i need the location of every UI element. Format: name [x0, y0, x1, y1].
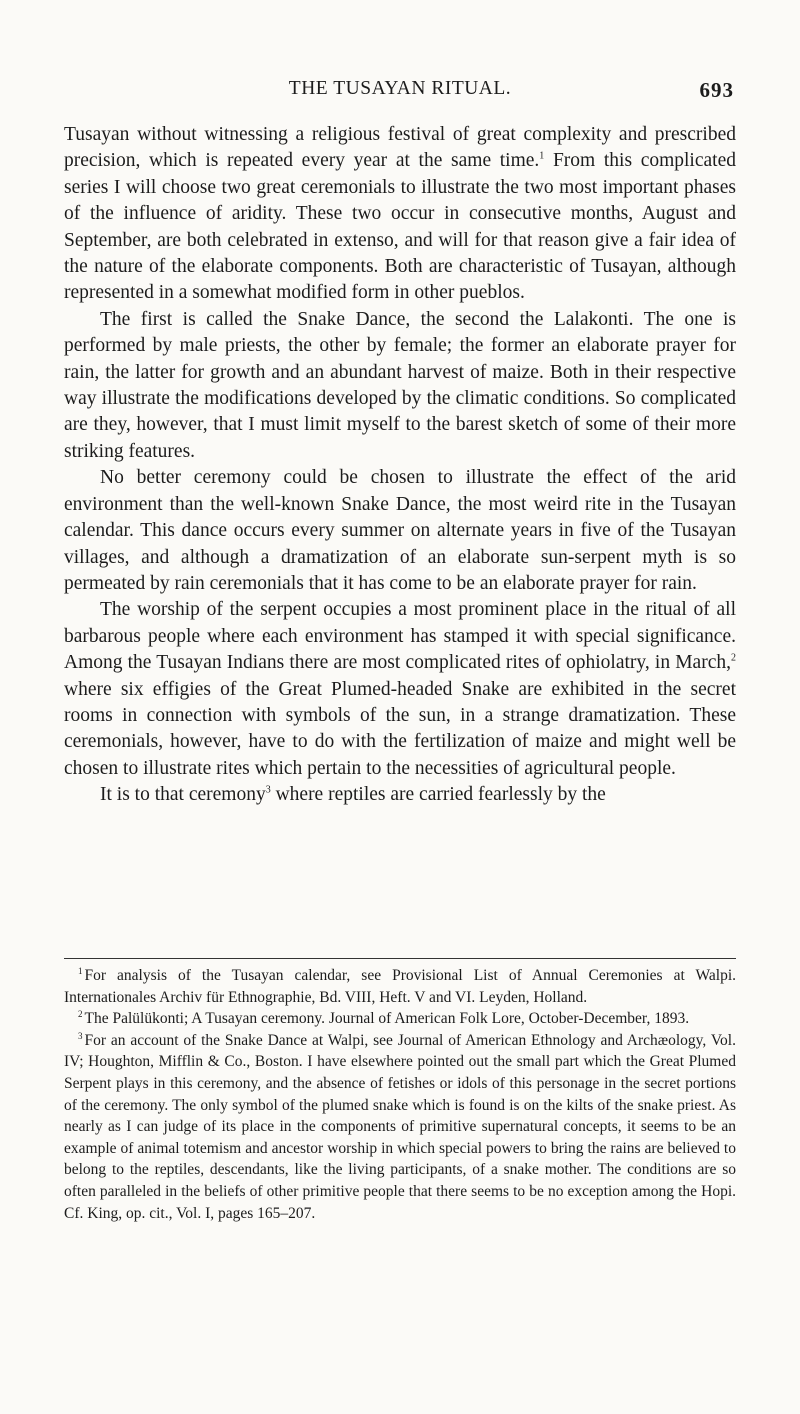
- footnote-text-1: For analysis of the Tusayan calendar, see Provisional List of Annual Ceremonies at Walpi. Internationales Archiv für Ethnographie, Bd. VIII, Heft. V and VI. Leyden, Holland.: [64, 967, 736, 1006]
- paragraph-2: The first is called the Snake Dance, the second the Lalakonti. The one is performed by male priests, the other by female; the former an elaborate prayer for rain, the latter for growth and an abundant harvest of maize. Both in their respective way illustrate the modifications developed by the climatic conditions. So complicated are they, however, that I must limit myself to the barest sketch of some of their more striking features.: [64, 308, 736, 462]
- paragraph-4-text-a: The worship of the serpent occupies a most prominent place in the ritual of all barbarous people where each environment has stamped it with special significance. Among the Tusayan Indians there are most complicated rites of ophiolatry, in March,: [64, 599, 736, 674]
- paragraph-1-text-a: Tusayan without witnessing a religious festival of great complexity and prescribed precision, which is repeated every year at the same time.: [64, 124, 736, 172]
- footnote-ref-2: 2: [731, 652, 736, 664]
- footnote-2: [64, 1008, 736, 1030]
- footnotes: [64, 965, 736, 1224]
- paragraph-5-text-a: It is to that ceremony: [100, 784, 266, 806]
- footnote-ref-1: 1: [539, 150, 545, 162]
- page-number: 693: [699, 78, 734, 102]
- footnote-marker-3: 3: [78, 1030, 83, 1041]
- body-text: [64, 122, 736, 809]
- footnote-text-3: For an account of the Snake Dance at Walpi, see Journal of American Ethnology and Archæology, Vol. IV; Houghton, Mifflin & Co., Boston. I have elsewhere pointed out the small part which the Great Plumed Serpent plays in this ceremony, and the absence of fetishes or idols of this personage in the secret portions of the ceremony. The only symbol of the plumed snake which is found is on the kilts of the snake priest. As nearly as I can judge of its place in the components of primitive supernatural concepts, it seems to be an example of animal totemism and ancestor worship in which special powers to bring the rains are believed to belong to the reptiles, descendants, like the living participants, of a snake mother. The conditions are so often paralleled in the beliefs of other primitive people that there seems to be no exception among the Hopi. Cf. King, op. cit., Vol. I, pages 165–207.: [64, 1031, 736, 1222]
- footnote-3: [64, 1030, 736, 1224]
- footnote-text-2: The Palülükonti; A Tusayan ceremony. Journal of American Folk Lore, October-December, 1893.: [84, 1010, 690, 1028]
- paragraph-4: [64, 597, 736, 782]
- footnote-marker-1: 1: [78, 965, 83, 976]
- paragraph-4-text-b: where six effigies of the Great Plumed-headed Snake are exhibited in the secret rooms in connection with symbols of the sun, in a strange dramatization. These ceremonials, however, have to do with the fertilization of maize and might well be chosen to illustrate rites which pertain to the necessities of agricultural people.: [64, 678, 736, 779]
- paragraph-3: No better ceremony could be chosen to illustrate the effect of the arid environment than the well-known Snake Dance, the most weird rite in the Tusayan calendar. This dance occurs every summer on alternate years in five of the Tusayan villages, and although a dramatization of an elaborate sun-serpent myth is so permeated by rain ceremonials that it has come to be an elaborate prayer for rain.: [64, 467, 736, 594]
- paragraph-1: [64, 122, 736, 307]
- footnote-divider: [64, 958, 736, 959]
- running-head: THE TUSAYAN RITUAL.: [288, 78, 512, 99]
- paragraph-5-text-b: where reptiles are carried fearlessly by the: [270, 784, 606, 806]
- paragraph-5: [64, 782, 736, 808]
- page-header: [66, 78, 734, 104]
- footnote-marker-2: 2: [78, 1009, 83, 1020]
- paragraph-1-text-b: From this complicated series I will choose two great ceremonials to illustrate the two most important phases of the influence of aridity. These two occur in consecutive months, August and September, are both celebrated in extenso, and will for that reason give a fair idea of the nature of the elaborate components. Both are characteristic of Tusayan, although represented in a somewhat modified form in other pueblos.: [64, 150, 736, 304]
- footnote-1: [64, 965, 736, 1008]
- footnote-ref-3: 3: [265, 784, 271, 796]
